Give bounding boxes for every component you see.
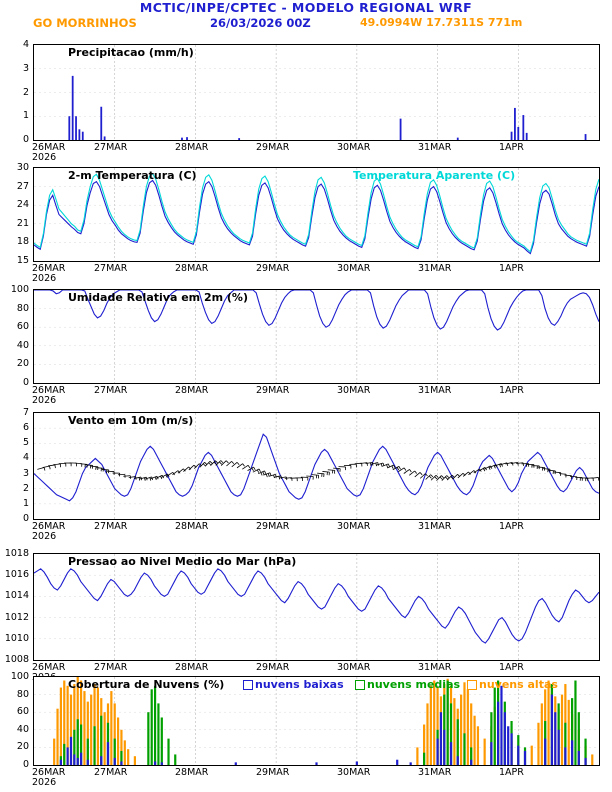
chart-title-secondary-1: Temperatura Aparente (C): [353, 169, 516, 182]
y-axis-tick: 15: [16, 255, 29, 266]
y-axis-tick: 24: [16, 199, 29, 211]
x-axis-tick: 29MAR: [256, 385, 290, 396]
x-axis-tick: 28MAR: [175, 521, 209, 532]
x-axis-tick: 27MAR: [94, 521, 128, 532]
y-axis-tick: 100: [10, 284, 29, 295]
header-info: [0, 16, 612, 30]
x-axis-tick: 31MAR: [418, 767, 452, 778]
y-axis-tick: 1: [22, 497, 29, 509]
x-axis-tick: 30MAR: [337, 385, 371, 396]
legend-item-0: [243, 678, 344, 691]
y-axis-tick: 20: [16, 358, 29, 370]
chart-title-5: Cobertura de Nuvens (%): [68, 678, 225, 691]
x-axis-tick: 26MAR: [32, 263, 66, 274]
y-axis-tick: 1018: [4, 548, 29, 559]
y-axis-tick: 80: [16, 302, 29, 314]
x-axis-tick: 31MAR: [418, 662, 452, 673]
station-name: GO MORRINHOS: [33, 16, 137, 30]
chart-title-0: Precipitacao (mm/h): [68, 46, 194, 59]
x-axis-tick: 1APR: [499, 263, 524, 274]
x-axis-tick: 30MAR: [337, 662, 371, 673]
x-axis-tick: 28MAR: [175, 142, 209, 153]
x-axis-tick: 1APR: [499, 385, 524, 396]
chart-plot-0: [34, 45, 599, 140]
y-axis-tick: 21: [16, 217, 29, 229]
legend-swatch: [355, 680, 365, 690]
model-run-time: 26/03/2026 00Z: [210, 16, 311, 30]
y-axis-tick: 4: [22, 452, 29, 464]
x-axis-tick: 30MAR: [337, 263, 371, 274]
x-axis-tick: 30MAR: [337, 767, 371, 778]
chart-title-2: Umidade Relativa em 2m (%): [68, 291, 248, 304]
x-axis-tick: 29MAR: [256, 142, 290, 153]
x-axis-tick: 27MAR: [94, 142, 128, 153]
y-axis-tick: 1014: [4, 590, 29, 602]
y-axis-tick: 60: [16, 706, 29, 718]
x-axis-tick: 27MAR: [94, 662, 128, 673]
x-axis-year: 2026: [32, 152, 57, 163]
legend-label: nuvens baixas: [255, 678, 344, 691]
x-axis-tick: 29MAR: [256, 662, 290, 673]
x-axis-tick: 28MAR: [175, 385, 209, 396]
y-axis-tick: 18: [16, 236, 29, 248]
y-axis-tick: 2: [22, 482, 29, 494]
x-axis-tick: 26MAR: [32, 767, 66, 778]
legend-item-2: [467, 678, 558, 691]
x-axis-tick: 29MAR: [256, 767, 290, 778]
x-axis-tick: 28MAR: [175, 263, 209, 274]
y-axis-tick: 60: [16, 321, 29, 333]
legend-label: nuvens altas: [479, 678, 558, 691]
x-axis-year: 2026: [32, 395, 57, 406]
y-axis-tick: 0: [22, 759, 29, 770]
x-axis-tick: 1APR: [499, 521, 524, 532]
x-axis-tick: 31MAR: [418, 263, 452, 274]
y-axis-tick: 3: [22, 467, 29, 479]
x-axis-tick: 27MAR: [94, 767, 128, 778]
legend-item-1: [355, 678, 460, 691]
x-axis-tick: 1APR: [499, 767, 524, 778]
chart-plot-3: [34, 413, 599, 519]
y-axis-tick: 40: [16, 723, 29, 735]
x-axis-tick: 26MAR: [32, 385, 66, 396]
y-axis-tick: 27: [16, 180, 29, 192]
y-axis-tick: 80: [16, 688, 29, 700]
y-axis-tick: 0: [22, 134, 29, 145]
y-axis-tick: 0: [22, 377, 29, 388]
chart-plot-4: [34, 554, 599, 660]
x-axis-tick: 30MAR: [337, 142, 371, 153]
chart-title-3: Vento em 10m (m/s): [68, 414, 194, 427]
x-axis-year: 2026: [32, 531, 57, 542]
y-axis-tick: 1008: [4, 654, 29, 665]
y-axis-tick: 0: [22, 513, 29, 524]
x-axis-tick: 1APR: [499, 142, 524, 153]
y-axis-tick: 2: [22, 86, 29, 98]
chart-title-4: Pressao ao Nivel Medio do Mar (hPa): [68, 555, 297, 568]
x-axis-tick: 29MAR: [256, 521, 290, 532]
y-axis-tick: 6: [22, 422, 29, 434]
x-axis-tick: 27MAR: [94, 385, 128, 396]
x-axis-tick: 30MAR: [337, 521, 371, 532]
y-axis-tick: 1012: [4, 611, 29, 623]
legend-swatch: [467, 680, 477, 690]
x-axis-year: 2026: [32, 273, 57, 284]
chart-title-1: 2-m Temperatura (C): [68, 169, 197, 182]
y-axis-tick: 30: [16, 162, 29, 173]
page-title: MCTIC/INPE/CPTEC - MODELO REGIONAL WRF: [139, 0, 473, 15]
x-axis-year: 2026: [32, 777, 57, 788]
x-axis-tick: 31MAR: [418, 521, 452, 532]
station-coordinates: 49.0994W 17.7311S 771m: [360, 16, 523, 29]
y-axis-tick: 100: [10, 671, 29, 682]
y-axis-tick: 40: [16, 339, 29, 351]
x-axis-tick: 27MAR: [94, 263, 128, 274]
x-axis-tick: 26MAR: [32, 662, 66, 673]
x-axis-tick: 26MAR: [32, 521, 66, 532]
y-axis-tick: 4: [22, 39, 29, 50]
x-axis-tick: 31MAR: [418, 385, 452, 396]
x-axis-tick: 28MAR: [175, 767, 209, 778]
x-axis-tick: 31MAR: [418, 142, 452, 153]
legend-swatch: [243, 680, 253, 690]
x-axis-tick: 29MAR: [256, 263, 290, 274]
y-axis-tick: 1010: [4, 632, 29, 644]
y-axis-tick: 3: [22, 62, 29, 74]
y-axis-tick: 5: [22, 437, 29, 449]
x-axis-tick: 1APR: [499, 662, 524, 673]
y-axis-tick: 1: [22, 110, 29, 122]
x-axis-tick: 26MAR: [32, 142, 66, 153]
y-axis-tick: 7: [22, 407, 29, 418]
legend-label: nuvens medias: [367, 678, 461, 691]
x-axis-tick: 28MAR: [175, 662, 209, 673]
y-axis-tick: 20: [16, 741, 29, 753]
y-axis-tick: 1016: [4, 569, 29, 581]
